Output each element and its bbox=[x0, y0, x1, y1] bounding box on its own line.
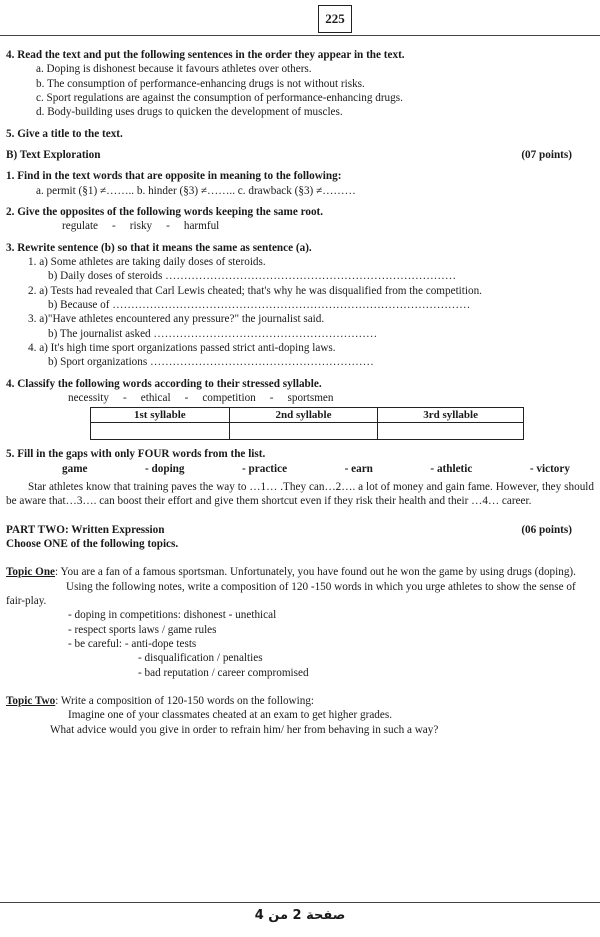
ex3-a: 4. a) It's high time sport organizations passed strict anti-doping laws. bbox=[28, 341, 336, 354]
ex5-paragraph: Star athletes know that training paves the way to …1… .They can…2…. a lot of money and gain fame. However, they should be aware that…3…. can boost their effort and give them shortcut even if they risk their health and their …4… career. bbox=[6, 480, 594, 508]
word: necessity bbox=[68, 391, 110, 404]
ex4-words bbox=[6, 391, 594, 405]
topic-two bbox=[6, 694, 594, 708]
word: - athletic bbox=[430, 462, 473, 475]
section-b-header bbox=[6, 148, 594, 162]
q4-item: c. Sport regulations are against the consumption of performance-enhancing drugs. bbox=[36, 91, 403, 104]
top-rule bbox=[0, 35, 600, 36]
word: - practice bbox=[242, 462, 288, 475]
exam-content bbox=[6, 48, 594, 737]
separator: - bbox=[112, 220, 116, 233]
separator: - bbox=[184, 391, 189, 404]
page-footer: صفحة 2 من 4 bbox=[254, 908, 346, 923]
word: ethical bbox=[140, 391, 171, 404]
separator: - bbox=[123, 391, 127, 404]
topic-one bbox=[6, 565, 594, 579]
q4-item: a. Doping is dishonest because it favours athletes over others. bbox=[36, 63, 312, 76]
q4-item: b. The consumption of performance-enhancing drugs is not without risks. bbox=[36, 77, 365, 90]
part-two-title: PART TWO: Written Expression bbox=[6, 523, 165, 536]
word: game bbox=[62, 462, 88, 475]
header-cell: 3rd syllable bbox=[378, 408, 524, 423]
ex3-title: 3. Rewrite sentence (b) so that it means the same as sentence (a). bbox=[6, 241, 312, 254]
ex1-line: a. permit (§1) ≠…….. b. hinder (§3) ≠…….. c. drawback (§3) ≠……… bbox=[36, 184, 356, 197]
topic-two-text: : Write a composition of 120-150 words on the following: bbox=[55, 694, 315, 707]
section-b-title: B) Text Exploration bbox=[6, 148, 101, 161]
separator: - bbox=[269, 391, 274, 404]
part-two-points: (06 points) bbox=[521, 523, 572, 536]
answer-cell[interactable] bbox=[378, 423, 524, 440]
ex5-title: 5. Fill in the gaps with only FOUR words from the list. bbox=[6, 448, 266, 461]
ex3-b: b) Sport organizations …………………………………………………… bbox=[48, 356, 374, 369]
topic-two-line: What advice would you give in order to refrain him/ her from behaving in such a way? bbox=[50, 723, 439, 736]
q4-title: 4. Read the text and put the following sentences in the order they appear in the text. bbox=[6, 49, 405, 61]
topic-one-instruction: Using the following notes, write a composition of 120 -150 words in which you urge athletes to show the sense of fair-play. bbox=[6, 580, 576, 607]
part-two-header bbox=[6, 523, 594, 537]
topic-two-label: Topic Two bbox=[6, 694, 56, 707]
word: - earn bbox=[344, 462, 373, 475]
subnote: - bad reputation / career compromised bbox=[138, 666, 309, 679]
header-cell: 2nd syllable bbox=[229, 408, 378, 423]
q4-item: d. Body-building uses drugs to quicken the development of muscles. bbox=[36, 106, 343, 119]
note: - respect sports laws / game rules bbox=[68, 623, 217, 636]
syllable-table bbox=[90, 407, 524, 440]
bottom-rule bbox=[0, 902, 600, 903]
q5-title: 5. Give a title to the text. bbox=[6, 127, 123, 140]
word: risky bbox=[129, 220, 153, 233]
word: - doping bbox=[145, 462, 185, 475]
word: regulate bbox=[62, 220, 99, 233]
answer-cell[interactable] bbox=[229, 423, 378, 440]
separator: - bbox=[166, 220, 170, 233]
note: - doping in competitions: dishonest - unethical bbox=[68, 609, 277, 622]
ex3-a: 2. a) Tests had revealed that Carl Lewis cheated; that's why he was disqualified from the competition. bbox=[28, 284, 482, 297]
word: harmful bbox=[183, 220, 220, 233]
section-b-points: (07 points) bbox=[521, 148, 572, 161]
ex2-words bbox=[6, 219, 594, 233]
page-number: 225 bbox=[318, 5, 352, 33]
subnote: - disqualification / penalties bbox=[138, 652, 263, 665]
ex3-a: 1. a) Some athletes are taking daily doses of steroids. bbox=[28, 255, 266, 268]
ex5-words bbox=[6, 462, 594, 476]
ex3-b: b) Because of …………………………………………………………………………………… bbox=[48, 298, 471, 311]
ex1-title: 1. Find in the text words that are opposite in meaning to the following: bbox=[6, 170, 342, 183]
ex3-b: b) The journalist asked …………………………………………………… bbox=[48, 327, 378, 340]
ex3-b: b) Daily doses of steroids …………………………………………………………………… bbox=[48, 270, 457, 283]
ex4-title: 4. Classify the following words according to their stressed syllable. bbox=[6, 377, 322, 390]
ex3-a: 3. a)"Have athletes encountered any pressure?" the journalist said. bbox=[28, 313, 325, 326]
answer-cell[interactable] bbox=[91, 423, 230, 440]
topic-one-label: Topic One bbox=[6, 566, 56, 579]
topic-one-text: : You are a fan of a famous sportsman. Unfortunately, you have found out he won the game by using drugs (doping). bbox=[55, 566, 576, 579]
word: competition bbox=[202, 391, 256, 404]
header-cell: 1st syllable bbox=[91, 408, 230, 423]
note: - be careful: - anti-dope tests bbox=[68, 637, 197, 650]
word: - victory bbox=[529, 462, 570, 475]
word: sportsmen bbox=[287, 391, 334, 404]
part-two-instruction: Choose ONE of the following topics. bbox=[6, 537, 179, 550]
topic-two-line: Imagine one of your classmates cheated at an exam to get higher grades. bbox=[68, 709, 393, 722]
ex2-title: 2. Give the opposites of the following words keeping the same root. bbox=[6, 205, 324, 218]
